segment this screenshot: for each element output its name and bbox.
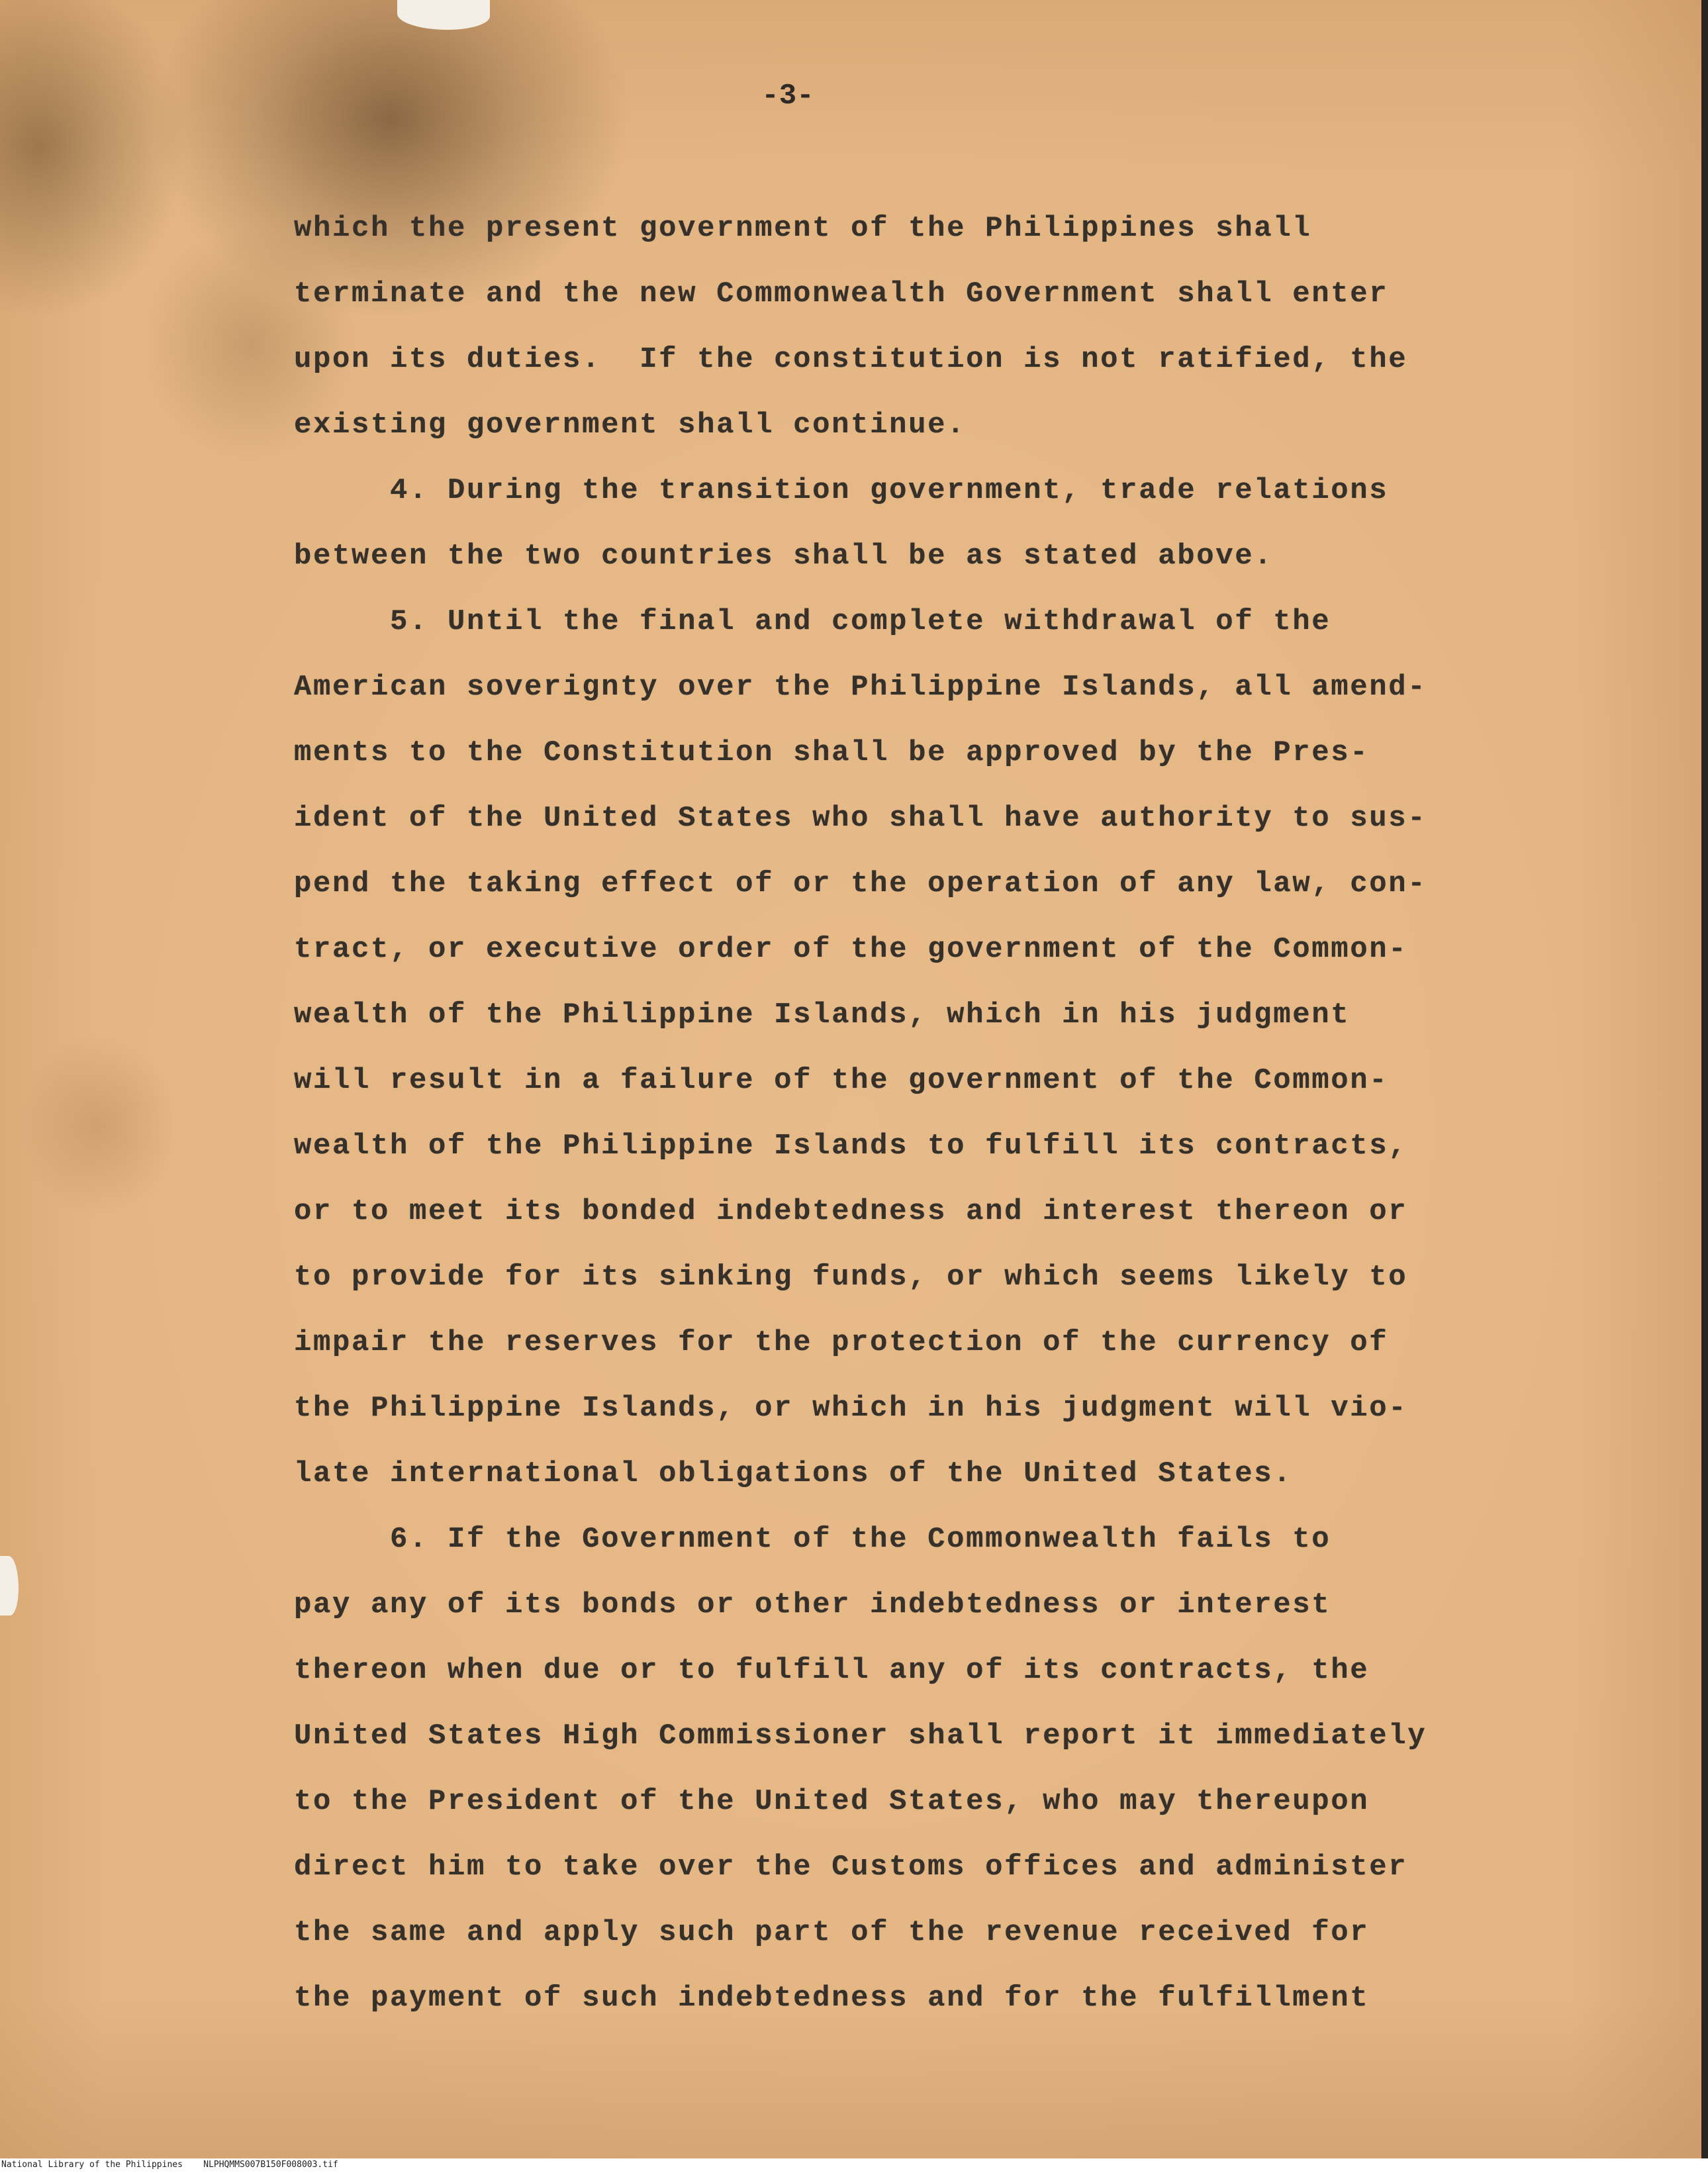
text-line: American soverignty over the Philippine Islands, all amend- [294, 671, 1427, 704]
text-line: the Philippine Islands, or which in his judgment will vio- [294, 1392, 1408, 1425]
text-line: tract, or executive order of the government of the Common- [294, 933, 1408, 966]
page-number: -3- [761, 79, 814, 113]
text-line: 6. If the Government of the Commonwealth fails to [294, 1523, 1331, 1556]
text-line: wealth of the Philippine Islands, which in his judgment [294, 998, 1351, 1032]
text-line: ments to the Constitution shall be approved by the Pres- [294, 736, 1370, 769]
text-line: thereon when due or to fulfill any of its contracts, the [294, 1654, 1370, 1687]
scan-edge-right [1701, 0, 1708, 2173]
text-line: impair the reserves for the protection of the currency of [294, 1326, 1389, 1359]
scan-footer-caption: National Library of the Philippines NLPHQMMS007B150F008003.tif [1, 2160, 338, 2170]
text-line: United States High Commissioner shall report it immediately [294, 1719, 1427, 1753]
torn-edge-left [0, 1556, 19, 1616]
text-line: 5. Until the final and complete withdrawal of the [294, 605, 1331, 638]
text-line: direct him to take over the Customs offices and administer [294, 1851, 1408, 1884]
text-line: to provide for its sinking funds, or which seems likely to [294, 1261, 1408, 1294]
text-line: between the two countries shall be as stated above. [294, 540, 1274, 573]
text-line: pend the taking effect of or the operation of any law, con- [294, 867, 1427, 900]
text-line: or to meet its bonded indebtedness and interest thereon or [294, 1195, 1408, 1228]
text-line: wealth of the Philippine Islands to fulfill its contracts, [294, 1130, 1408, 1163]
text-line: the payment of such indebtedness and for the fulfillment [294, 1982, 1370, 2015]
text-line: upon its duties. If the constitution is not ratified, the [294, 343, 1408, 376]
text-line: the same and apply such part of the revenue received for [294, 1916, 1370, 1949]
text-line: which the present government of the Philippines shall [294, 212, 1312, 245]
text-line: to the President of the United States, who may thereupon [294, 1785, 1370, 1818]
text-line: terminate and the new Commonwealth Government shall enter [294, 277, 1389, 311]
text-line: ident of the United States who shall have authority to sus- [294, 802, 1427, 835]
text-line: late international obligations of the United States. [294, 1457, 1293, 1490]
text-line: 4. During the transition government, trade relations [294, 474, 1389, 507]
text-line: pay any of its bonds or other indebtedness or interest [294, 1588, 1331, 1621]
text-line: will result in a failure of the government of the Common- [294, 1064, 1389, 1097]
text-line: existing government shall continue. [294, 409, 967, 442]
torn-edge-top [397, 0, 490, 30]
